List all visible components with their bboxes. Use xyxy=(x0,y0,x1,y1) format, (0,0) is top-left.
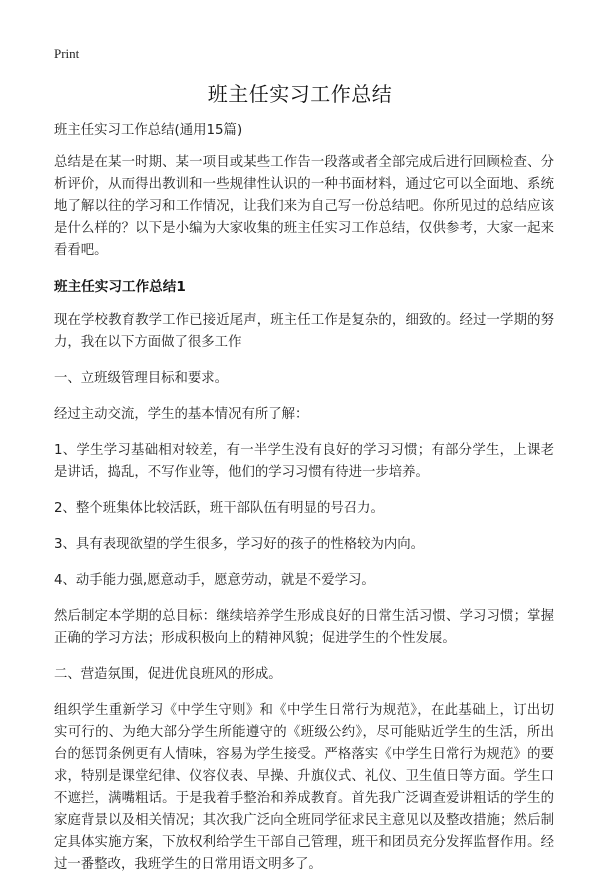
paragraph: 3、具有表现欲望的学生很多，学习好的孩子的性格较为内向。 xyxy=(54,537,425,552)
paragraph: 组织学生重新学习《中学生守则》和《中学生日常行为规范》，在此基础上，订出切实可行的、为绝大部分学生所能遵守的《班级公约》，尽可能贴近学生的生活，所出台的惩罚条例更有人情味，容易为学生接受。严格落实《中学生日常行为规范》的要求，特别是课堂纪律、仪容仪表、早操、升旗仪式、礼仪、卫生值日等方面。学生口不遮拦，满嘴粗话。于是我着手整治和养成教育。首先我广泛调查爱讲粗话的学生的家庭背景以及相关情况；其次我广泛向全班同学征求民主意见以及整改措施；然后制定具体实施方案，下放权利给学生干部自己管理，班干和团员充分发挥监督作用。经过一番整改，我班学生的日常用语文明多了。 xyxy=(54,703,554,872)
paragraph: 2、整个班集体比较活跃，班干部队伍有明显的号召力。 xyxy=(54,501,384,516)
print-link[interactable]: Print xyxy=(54,46,80,61)
paragraph: 一、立班级管理目标和要求。 xyxy=(54,371,229,386)
paragraph: 4、动手能力强,愿意动手，愿意劳动，就是不爱学习。 xyxy=(54,573,375,588)
document-body xyxy=(54,120,554,890)
paragraph: 1、学生学习基础相对较差，有一半学生没有良好的学习习惯；有部分学生，上课老是讲话，捣乱，不写作业等，他们的学习习惯有待进一步培养。 xyxy=(54,443,554,480)
section-heading: 班主任实习工作总结1 xyxy=(54,279,186,295)
paragraph: 二、营造氛围，促进优良班风的形成。 xyxy=(54,667,282,682)
paragraph: 经过主动交流，学生的基本情况有所了解： xyxy=(54,407,309,422)
page-title: 班主任实习工作总结 xyxy=(207,82,393,106)
paragraph: 然后制定本学期的总目标：继续培养学生形成良好的日常生活习惯、学习习惯；掌握正确的学习方法；形成积极向上的精神风貌；促进学生的个性发展。 xyxy=(54,609,554,646)
intro-paragraph: 总结是在某一时期、某一项目或某些工作告一段落或者全部完成后进行回顾检查、分析评价，从而得出教训和一些规律性认识的一种书面材料，通过它可以全面地、系统地了解以往的学习和工作情况，让我们来为自己写一份总结吧。你所见过的总结应该是什么样的？以下是小编为大家收集的班主任实习工作总结，仅供参考，大家一起来看看吧。 xyxy=(54,155,554,258)
paragraph: 现在学校教育教学工作已接近尾声，班主任工作是复杂的，细致的。经过一学期的努力，我在以下方面做了很多工作 xyxy=(54,313,554,350)
document-subtitle: 班主任实习工作总结(通用15篇) xyxy=(54,123,243,138)
